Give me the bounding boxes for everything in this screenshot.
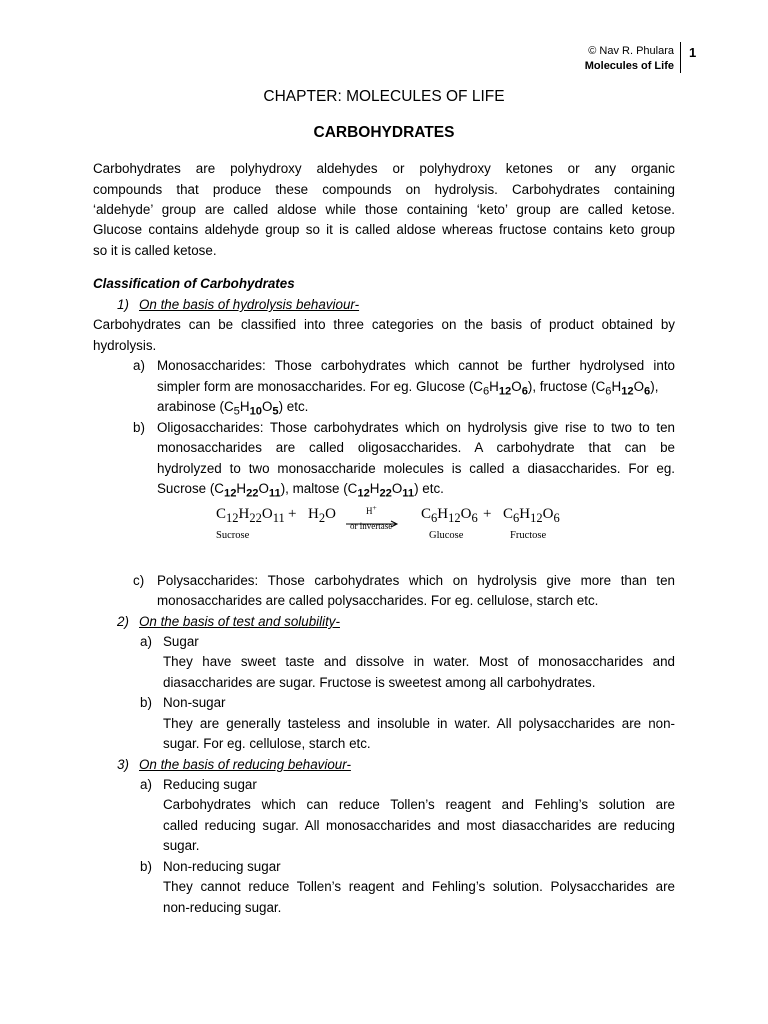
nonreducing-title: Non-reducing sugar — [163, 859, 281, 874]
sugar-line: They have sweet taste and dissolve in water. Most of monosaccharides and — [163, 654, 675, 669]
header-author: © Nav R. Phulara — [588, 45, 674, 57]
item-b-line: Oligosaccharides: Those carbohydrates which on hydrolysis give rise to two to ten — [157, 420, 675, 435]
nonreducing-label: b) — [140, 859, 152, 874]
basis1-text: hydrolysis. — [93, 338, 157, 353]
item-c-line: Polysaccharides: Those carbohydrates which on hydrolysis give more than ten — [157, 573, 675, 588]
intro-line: ‘aldehyde’ group are called aldose while those containing ‘keto’ group are called ketose. — [93, 202, 675, 217]
item-a-line: simpler form are monosaccharides. For eg. Glucose $(C_6H_{12}O_6)$, fructose $(C_6H_{12}O_6)$, — [157, 379, 659, 398]
item-b-line: monosaccharides are called oligosaccharides. A carbohydrate that can be — [157, 440, 675, 455]
reducing-line: Carbohydrates which can reduce Tollen’s reagent and Fehling’s solution are — [163, 797, 675, 812]
nonreducing-line: non-reducing sugar. — [163, 900, 282, 915]
item-a-label: a) — [133, 358, 145, 373]
nonsugar-line: They are generally tasteless and insoluble in water. All polysaccharides are non- — [163, 716, 675, 731]
item-a-line: Monosaccharides: Those carbohydrates which cannot be further hydrolysed into — [157, 358, 675, 373]
sucrose-label: Sucrose — [216, 530, 250, 541]
intro-line: Carbohydrates are polyhydroxy aldehydes or polyhydroxy ketones or any organic — [93, 161, 675, 176]
glucose-formula: $C_6H_{12}O_6$ — [421, 506, 478, 525]
reducing-line: sugar. — [163, 838, 200, 853]
basis2-title: On the basis of test and solubility- — [139, 614, 340, 629]
basis1-text: Carbohydrates can be classified into three categories on the basis of product obtained by — [93, 317, 675, 332]
basis3-title: On the basis of reducing behaviour- — [139, 757, 351, 772]
nonsugar-label: b) — [140, 695, 152, 710]
basis1-number: 1) — [117, 297, 129, 312]
intro-line: so it is called ketose. — [93, 243, 217, 258]
glucose-label: Glucose — [429, 530, 464, 541]
basis1-title: On the basis of hydrolysis behaviour- — [139, 297, 360, 312]
sugar-label: a) — [140, 634, 152, 649]
nonsugar-line: sugar. For eg. cellulose, starch etc. — [163, 736, 371, 751]
item-b-line: Sucrose $(C_{12}H_{22}O_{11})$, maltose $(C_{12}H_{22}O_{11})$ etc. — [157, 481, 444, 500]
item-b-line: hydrolyzed to two monosaccharide molecules is called a diasaccharides. For eg. — [157, 461, 675, 476]
section-title: CARBOHYDRATES — [313, 124, 455, 141]
sucrose-formula: $C_{12}H_{22}O_{11}$ — [216, 506, 285, 525]
reducing-label: a) — [140, 777, 152, 792]
sugar-title: Sugar — [163, 634, 199, 649]
classification-heading: Classification of Carbohydrates — [93, 276, 295, 291]
reducing-line: called reducing sugar. All monosaccharides and most diasaccharides are reducing — [163, 818, 675, 833]
plus-sign: + — [288, 506, 297, 522]
water-formula: $H_2O$ — [308, 506, 336, 525]
nonreducing-line: They cannot reduce Tollen’s reagent and Fehling’s solution. Polysaccharides are — [163, 879, 675, 894]
item-c-label: c) — [133, 573, 145, 588]
basis2-number: 2) — [117, 614, 129, 629]
fructose-formula: $C_6H_{12}O_6$ — [503, 506, 560, 525]
catalyst-invertase: or invertase — [350, 521, 393, 531]
basis3-number: 3) — [117, 757, 129, 772]
page-number: 1 — [689, 45, 697, 60]
header-book-title: Molecules of Life — [584, 60, 674, 72]
intro-line: Glucose contains aldehyde group so it is called aldose whereas fructose contains keto group — [93, 222, 675, 237]
catalyst-label: H+ — [366, 503, 377, 516]
plus-sign: + — [483, 506, 492, 522]
fructose-label: Fructose — [510, 530, 547, 541]
chapter-title: CHAPTER: MOLECULES OF LIFE — [263, 88, 505, 105]
nonsugar-title: Non-sugar — [163, 695, 226, 710]
sugar-line: diasaccharides are sugar. Fructose is sweetest among all carbohydrates. — [163, 675, 596, 690]
intro-line: compounds that produce these compounds on hydrolysis. Carbohydrates containing — [93, 182, 675, 197]
reducing-title: Reducing sugar — [163, 777, 257, 792]
header-divider — [680, 42, 681, 73]
item-b-label: b) — [133, 420, 145, 435]
item-a-line: arabinose $(C_5H_{10}O_5)$ etc. — [157, 399, 309, 418]
item-c-line: monosaccharides are called polysaccharides. For eg. cellulose, starch etc. — [157, 593, 599, 608]
